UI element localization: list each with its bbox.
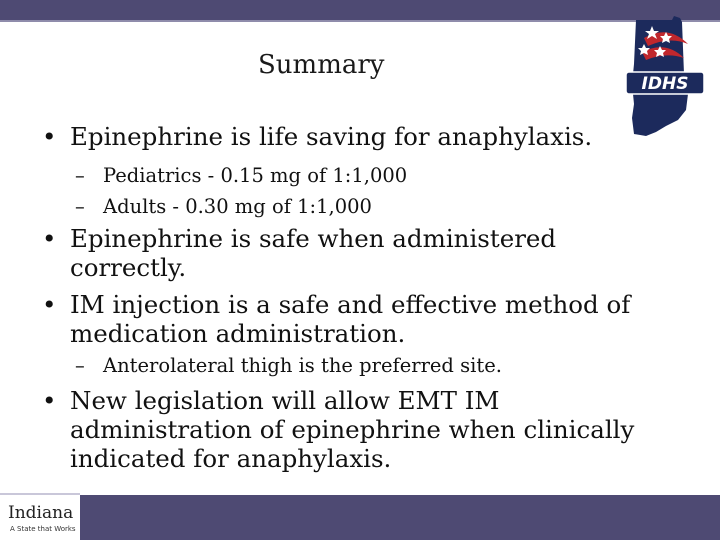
bullet-text: Epinephrine is life saving for anaphylaxis. bbox=[70, 122, 593, 151]
sub-bullet-dash: – bbox=[75, 195, 85, 218]
sub-bullet-text: Adults - 0.30 mg of 1:1,000 bbox=[103, 195, 372, 218]
bullet-text: IM injection is a safe and effective method of bbox=[70, 290, 631, 319]
indiana-wordmark: Indiana bbox=[8, 503, 74, 523]
sub-bullet-dash: – bbox=[75, 164, 85, 187]
bullet-text: administration of epinephrine when clinically bbox=[70, 415, 635, 444]
sub-bullet-dash: – bbox=[75, 354, 85, 377]
indiana-tagline: A State that Works bbox=[10, 525, 76, 533]
sub-bullet-text: Pediatrics - 0.15 mg of 1:1,000 bbox=[103, 164, 408, 187]
sub-bullet-text: Anterolateral thigh is the preferred site. bbox=[103, 354, 502, 377]
slide-title: Summary bbox=[258, 50, 385, 80]
bullet-text: New legislation will allow EMT IM bbox=[70, 386, 500, 415]
bullet-text: medication administration. bbox=[70, 319, 406, 348]
bullet-text: correctly. bbox=[70, 253, 187, 282]
bullet-marker: • bbox=[42, 224, 57, 253]
idhs-logo-text: IDHS bbox=[641, 74, 689, 94]
bullet-marker: • bbox=[42, 290, 57, 319]
bullet-marker: • bbox=[42, 386, 57, 415]
bullet-text: indicated for anaphylaxis. bbox=[70, 444, 392, 473]
bullet-marker: • bbox=[42, 122, 57, 151]
bullet-text: Epinephrine is safe when administered bbox=[70, 224, 557, 253]
indiana-brand bbox=[8, 503, 78, 537]
